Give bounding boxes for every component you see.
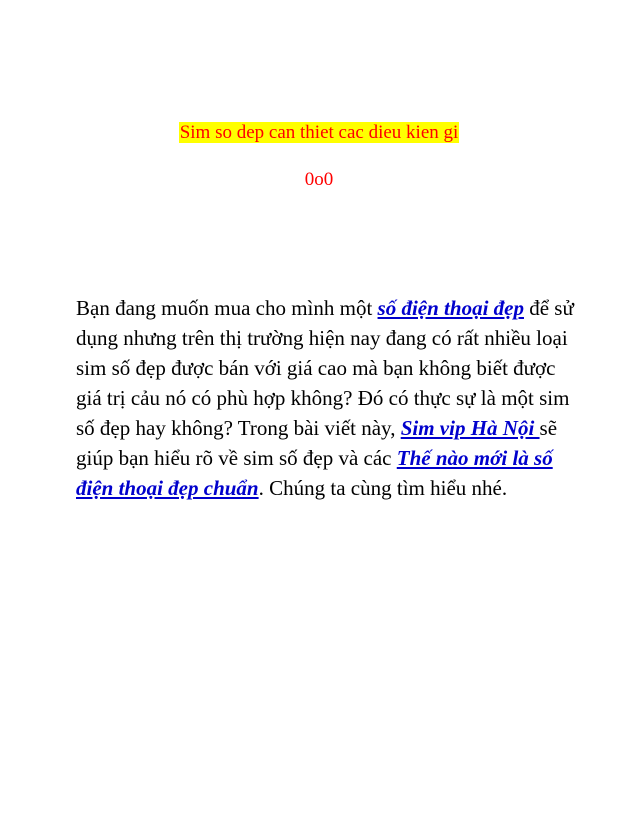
paragraph-text-2: để sử dụng nhưng trên thị trường hiện nay đang có rất nhiều loại sim số đẹp được bán với giá cao mà bạn không biết được giá trị cảu nó có phù hợp không? Đó có thực sự là một sim số đẹp hay không? Trong bài viết này, [76,296,574,440]
paragraph-text-1: Bạn đang muốn mua cho mình một [76,296,378,320]
paragraph-text-3: sẽ giúp bạn hiểu rõ về sim số đẹp và các [76,416,558,470]
document-title [0,121,638,145]
link-so-dien-thoai-dep[interactable]: số điện thoại đẹp [377,296,524,320]
document-subtitle: 0o0 [304,169,334,190]
paragraph-text-4: . Chúng ta cùng tìm hiểu nhé. [258,476,508,500]
link-the-nao-moi-la-so-dien-thoai-dep-chuan[interactable]: Thế nào mới là số điện thoại đẹp chuẩn [76,446,553,500]
link-sim-vip-ha-noi[interactable]: Sim vip Hà Nội [400,416,540,440]
body-paragraph [76,293,576,503]
title-text: Sim so dep can thiet cac dieu kien gi [179,122,459,143]
